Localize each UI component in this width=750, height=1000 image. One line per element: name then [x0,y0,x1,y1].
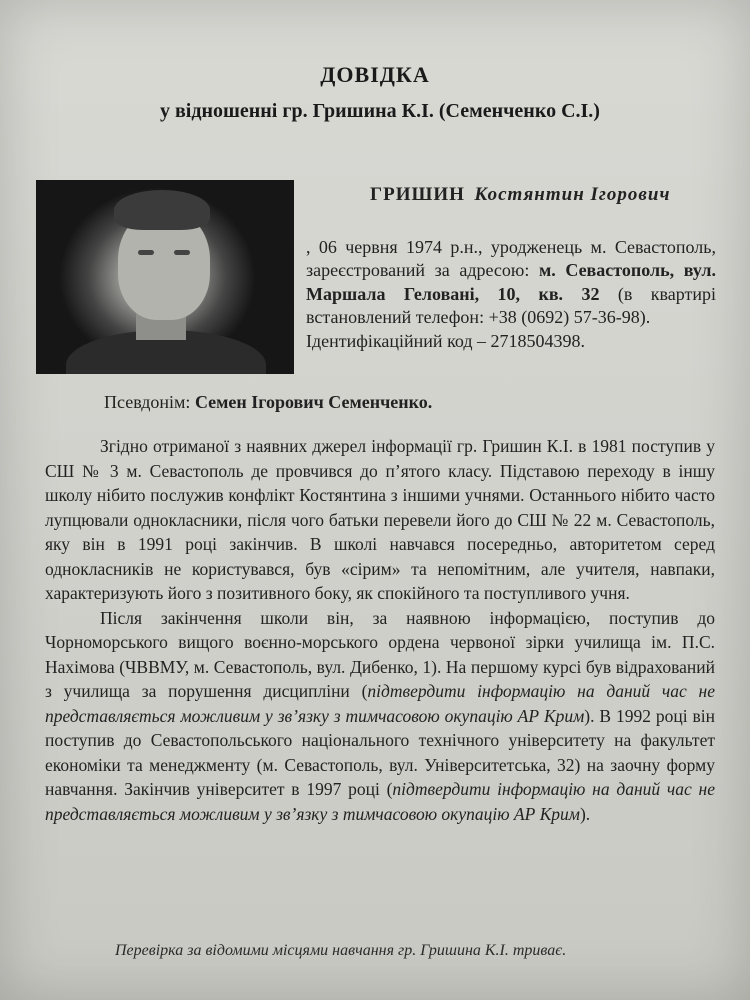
body-text [45,434,715,826]
id-line: Ідентифікаційний код – 2718504398. [306,330,586,351]
paragraph-1: Згідно отриманої з наявних джерел інформації гр. Гришин К.І. в 1981 поступив у СШ № 3 м. Севастополь де провчився до п’ятого класу. Підставою переходу в іншу школу нібито послужив конфлікт Костянтина з іншими учнями. Останнього нібито часто лупцювали однокласники, після чого батьки перевели його до СШ № 22 м. Севастополь, яку він в 1991 році закінчив. В школі навчався посередньо, авторитетом серед однокласників не користувався, був «сірим» та непомітним, але учителя, навпаки, характеризують його з позитивного боку, як спокійного та поступливого учня. [45,436,715,603]
pseudonym-value: Семен Ігорович Семенченко. [194,392,433,412]
document-title: ДОВІДКА [320,62,430,87]
document-subtitle: у відношенні гр. Гришина К.І. (Семенченко С.І.) [160,100,600,122]
address: м. Севастополь, вул. Маршала Геловані, 10, кв. 32 [306,260,716,304]
person-surname: ГРИШИН [370,184,465,205]
paragraph-2: Після закінчення школи він, за наявною інформацією, поступив до Чорноморського вищого воєнно-морського ордена червоної зірки училища ім. П.С. Нахімова (ЧВВМУ, м. Севастополь, вул. Дибенко, 1). На першому курсі був відрахований з училища за порушення дисципліни (підтвердити інформацію на даний час не представляється можливим у зв’язку з тимчасовою окупацію АР Крим). В 1992 році він поступив до Севастопольського національного технічного університету на факультет економіки та менеджменту (м. Севастополь, вул. Університетська, 32) на заочну форму навчання. Закінчив університет в 1997 році (підтвердити інформацію на даний час не представляється можливим у зв’язку з тимчасовою окупацію АР Крим). [45,607,715,824]
person-name [370,184,714,206]
pseudonym-label: Псевдонім: [104,392,195,412]
person-photo [36,180,294,374]
birth-line: , 06 червня 1974 р.н., уродженець м. Севастополь, зареєстрований за адресою: [306,236,716,280]
pseudonym-line [104,392,432,413]
person-info [306,212,716,353]
person-given-names: Костянтин Ігорович [474,184,671,205]
phone-line: (в квартирі встановлений телефон: +38 (0692) 57-36-98). [306,283,716,327]
italic-note-2: підтвердити інформацію на даний час не представляється можливим у зв’язку з тимчасовою окупацію АР Крим [45,779,715,824]
check-status-line: Перевірка за відомими місцями навчання гр. Гришина К.І. триває. [115,942,567,959]
italic-note-1: підтвердити інформацію на даний час не представляється можливим у зв’язку з тимчасовою окупацію АР Крим [45,681,715,726]
